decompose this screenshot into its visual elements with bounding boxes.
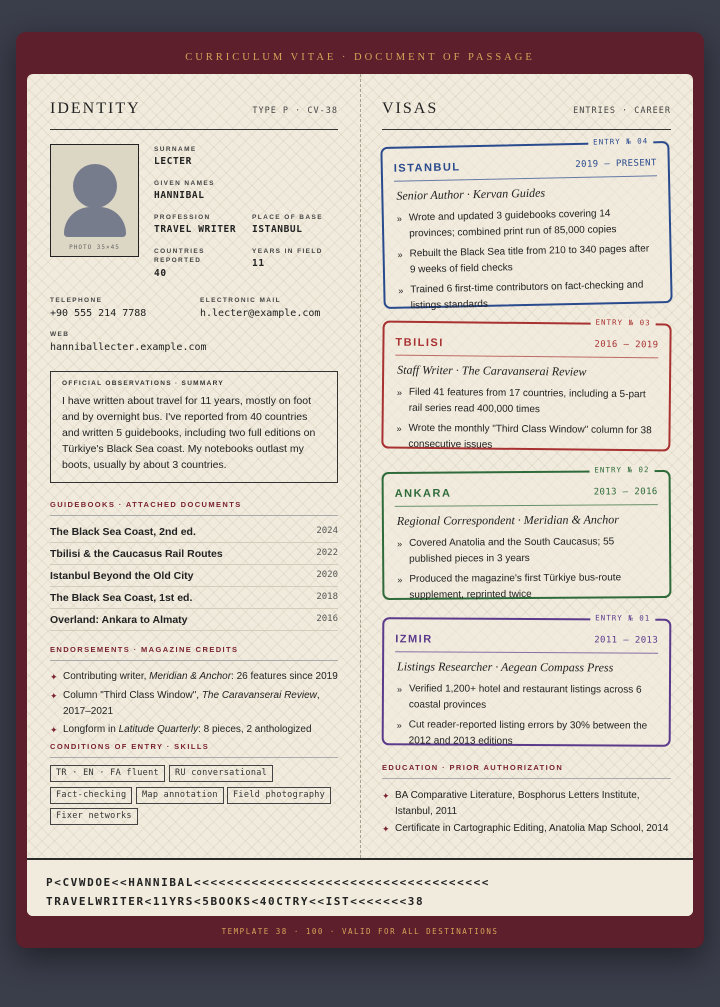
guidebook-name: The Black Sea Coast, 1st ed.	[50, 592, 193, 604]
identity-meta: TYPE P · CV-38	[252, 106, 338, 116]
endorsement-publication: Latitude Quarterly	[118, 724, 199, 735]
visa-dates: 2019 – PRESENT	[575, 158, 657, 170]
observations-box	[50, 371, 338, 483]
portrait-photo	[50, 144, 139, 257]
visa-bullet: » Produced the magazine's first Türkiye bus-route supplement, reprinted twice	[397, 570, 653, 604]
visas-header	[382, 100, 671, 130]
education-text: BA Comparative Literature, Bosphorus Letters Institute, Istanbul, 2011	[395, 790, 640, 817]
education-title: EDUCATION · PRIOR AUTHORIZATION	[382, 763, 671, 779]
guidebook-year: 2020	[316, 570, 338, 580]
years-label: YEARS IN FIELD	[252, 248, 323, 255]
endorsement-detail: , 2017–2021	[63, 690, 320, 717]
base-label: PLACE OF BASE	[252, 214, 323, 221]
visa-bullet: » Trained 6 first-time contributors on fact-checking and listings standards	[398, 277, 655, 314]
passport-cover	[16, 32, 704, 948]
visa-bullets	[397, 205, 655, 318]
endorsement-publication: Meridian & Anchor	[149, 671, 232, 682]
guidebook-year: 2022	[316, 548, 338, 558]
visa-dates: 2013 – 2016	[593, 487, 658, 498]
portrait-body-icon	[64, 207, 126, 237]
identity-title: IDENTITY	[50, 100, 141, 117]
visa-bullet: » Rebuilt the Black Sea title from 210 to 340 pages after 9 weeks of field checks	[397, 241, 654, 278]
visa-stamp	[382, 613, 672, 747]
identity-header	[50, 100, 338, 130]
web-label: WEB	[50, 331, 70, 338]
visa-city: ISTANBUL	[393, 161, 461, 175]
base-value: ISTANBUL	[252, 224, 303, 235]
visa-stamp	[382, 465, 672, 601]
countries-label: COUNTRIES REPORTED	[154, 248, 205, 264]
guidebook-name: Tbilisi & the Caucasus Rail Routes	[50, 548, 223, 560]
visas-meta: ENTRIES · CAREER	[573, 106, 671, 116]
guidebook-row	[50, 543, 338, 565]
visa-bullet: » Wrote and updated 3 guidebooks covering 14 provinces; combined print run of 85,000 copies	[397, 205, 654, 242]
guidebook-name: Istanbul Beyond the Old City	[50, 570, 194, 582]
diamond-icon: ✦	[382, 791, 390, 801]
given-names-label: GIVEN NAMES	[154, 180, 215, 187]
portrait-head-icon	[73, 164, 117, 208]
machine-readable-zone	[27, 858, 693, 916]
mrz-line-1: P<CVWDOE<<HANNIBAL<<<<<<<<<<<<<<<<<<<<<<<<<<<<<<<<<<<<	[46, 876, 491, 889]
diamond-icon: ✦	[382, 824, 390, 834]
mrz-line-2: TRAVELWRITER<11YRS<5BOOKS<40CTRY<<IST<<<<<<<38	[46, 895, 425, 908]
visa-stamp	[380, 136, 672, 312]
skill-tag: TR · EN · FA fluent	[50, 765, 165, 782]
visa-role: Listings Researcher · Aegean Compass Press	[397, 659, 614, 675]
profession-value: TRAVEL WRITER	[154, 224, 237, 235]
visa-rule	[395, 355, 658, 359]
diamond-icon: ✦	[50, 725, 58, 735]
skill-tag: RU conversational	[169, 765, 273, 782]
visas-title: VISAS	[382, 100, 439, 117]
visa-role: Regional Correspondent · Meridian & Anchor	[396, 512, 619, 528]
endorsement-publication: The Caravanserai Review	[201, 690, 317, 701]
endorsements-title: ENDORSEMENTS · MAGAZINE CREDITS	[50, 645, 338, 661]
guidebook-year: 2016	[316, 614, 338, 624]
visa-dates: 2016 – 2019	[594, 339, 659, 351]
endorsement-text: Longform in	[63, 724, 119, 735]
skill-tag: Fixer networks	[50, 808, 138, 825]
visa-city: ANKARA	[394, 487, 452, 500]
visa-entry-number: ENTRY № 04	[588, 136, 653, 146]
guidebook-year: 2018	[316, 592, 338, 602]
email-value[interactable]: h.lecter@example.com	[200, 308, 321, 319]
visa-rule	[394, 175, 657, 182]
visa-dates: 2011 – 2013	[594, 635, 659, 646]
visa-stamp	[381, 317, 671, 451]
education-text: Certificate in Cartographic Editing, Anatolia Map School, 2014	[395, 823, 669, 834]
visa-bullets	[397, 681, 653, 754]
visa-rule	[395, 504, 658, 507]
endorsement-text: Contributing writer,	[63, 671, 150, 682]
skill-tag: Fact-checking	[50, 787, 132, 804]
photo-caption: PHOTO 35×45	[69, 244, 120, 251]
telephone-label: TELEPHONE	[50, 297, 103, 304]
visa-bullets	[397, 534, 653, 608]
passport-page	[27, 74, 693, 916]
guidebook-row	[50, 521, 338, 543]
telephone-value[interactable]: +90 555 214 7788	[50, 308, 147, 319]
education-item	[382, 821, 671, 837]
guidebook-name: The Black Sea Coast, 2nd ed.	[50, 526, 196, 538]
visa-entry-number: ENTRY № 03	[590, 318, 655, 328]
visa-rule	[395, 651, 658, 653]
visa-role: Senior Author · Kervan Guides	[396, 185, 546, 203]
visa-city: TBILISI	[395, 336, 444, 350]
surname-value: LECTER	[154, 156, 192, 167]
guidebook-row	[50, 609, 338, 631]
years-value: 11	[252, 258, 265, 269]
diamond-icon: ✦	[50, 672, 58, 682]
document-title: CURRICULUM VITAE · DOCUMENT OF PASSAGE	[185, 52, 535, 63]
email-label: ELECTRONIC MAIL	[200, 297, 281, 304]
guidebooks-title: GUIDEBOOKS · ATTACHED DOCUMENTS	[50, 500, 338, 516]
guidebook-row	[50, 587, 338, 609]
visa-bullet: » Cut reader-reported listing errors by 30% between the 2012 and 2013 editions	[397, 717, 653, 750]
visa-role: Staff Writer · The Caravanserai Review	[397, 362, 587, 379]
endorsement-detail: : 8 pieces, 2 anthologized	[198, 724, 312, 735]
given-names-value: HANNIBAL	[154, 190, 205, 201]
observations-text: I have written about travel for 11 years, mostly on foot and by overnight bus. I've reported from 40 countries and written 5 guidebooks, including two full editions on Türkiye's Black Sea coast. My notebooks outlast my boots, usually by about 3 countries.	[62, 395, 316, 471]
endorsement-text: Column "Third Class Window",	[63, 690, 202, 701]
surname-label: SURNAME	[154, 146, 197, 153]
skill-tag: Map annotation	[136, 787, 224, 804]
guidebook-name: Overland: Ankara to Almaty	[50, 614, 188, 626]
guidebook-row	[50, 565, 338, 587]
document-footer: TEMPLATE 38 · 100 · VALID FOR ALL DESTINATIONS	[221, 927, 499, 936]
endorsement-item	[50, 669, 338, 685]
visa-bullets	[396, 385, 653, 460]
education-item	[382, 788, 671, 820]
endorsement-item	[50, 722, 338, 738]
guidebook-year: 2024	[316, 526, 338, 536]
visa-bullet: » Wrote the monthly "Third Class Window" column for 38 consecutive issues	[396, 421, 652, 456]
skill-tag: Field photography	[227, 787, 331, 804]
endorsement-item	[50, 688, 338, 720]
visa-entry-number: ENTRY № 02	[589, 465, 654, 474]
profession-label: PROFESSION	[154, 214, 211, 221]
visa-city: IZMIR	[395, 633, 433, 646]
observations-label: OFFICIAL OBSERVATIONS · SUMMARY	[62, 380, 224, 387]
visa-bullet: » Covered Anatolia and the South Caucasus; 55 published pieces in 3 years	[397, 534, 653, 568]
web-value[interactable]: hanniballecter.example.com	[50, 342, 207, 353]
visa-bullet: » Verified 1,200+ hotel and restaurant listings across 6 coastal provinces	[397, 681, 653, 714]
countries-value: 40	[154, 268, 167, 279]
visa-bullet: » Filed 41 features from 17 countries, including a 5-part rail series read 400,000 times	[397, 385, 653, 420]
diamond-icon: ✦	[50, 691, 58, 701]
visa-entry-number: ENTRY № 01	[590, 613, 655, 622]
endorsement-detail: : 26 features since 2019	[231, 671, 338, 682]
page-fold	[360, 74, 361, 858]
skills-title: CONDITIONS OF ENTRY · SKILLS	[50, 742, 338, 758]
